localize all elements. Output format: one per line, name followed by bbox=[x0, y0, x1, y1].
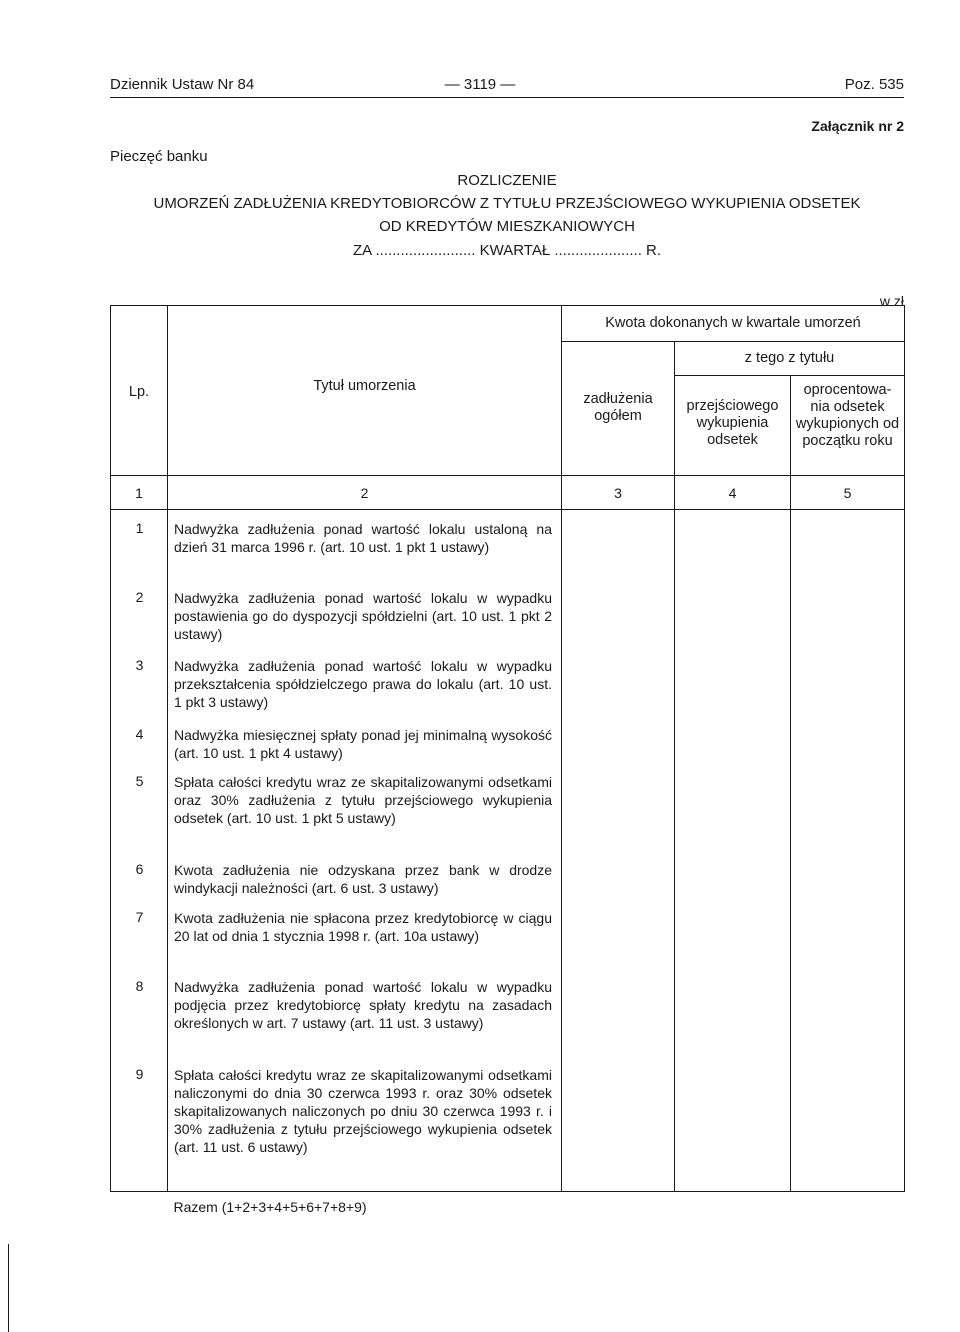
body-total-column bbox=[562, 510, 675, 1192]
header-amount-group-cell bbox=[562, 306, 905, 342]
header-interest-cell bbox=[791, 376, 905, 476]
title-line-3: OD KREDYTÓW MIESZKANIOWYCH bbox=[379, 218, 635, 235]
left-margin-mark bbox=[8, 1244, 9, 1332]
row-4-text: Nadwyżka miesięcznej spłaty ponad jej minimalną wysokość (art. 10 ust. 1 pkt 4 ustawy) bbox=[174, 727, 552, 761]
header-total: zadłużenia ogółem bbox=[583, 391, 653, 424]
row-2-text: Nadwyżka zadłużenia ponad wartość lokalu w wypadku postawienia go do dyspozycji spółdzielni (art. 10 ust. 1 pkt 2 ustawy) bbox=[174, 590, 552, 642]
total-row bbox=[168, 1192, 905, 1222]
header-title-cell bbox=[168, 306, 562, 476]
journal-name: Dziennik Ustaw Nr 84 bbox=[110, 76, 255, 93]
bank-stamp-label: Pieczęć banku bbox=[110, 148, 208, 165]
row-8-text: Nadwyżka zadłużenia ponad wartość lokalu w wypadku podjęcia przez kredytobiorcę spłaty kredytu na zasadach określonych w art. 7 ustawy (art. 11 ust. 3 ustawy) bbox=[174, 979, 552, 1031]
title-line-2: UMORZEŃ ZADŁUŻENIA KREDYTOBIORCÓW Z TYTUŁU PRZEJŚCIOWEGO WYKUPIENIA ODSETEK bbox=[153, 195, 861, 212]
position-number: Poz. 535 bbox=[844, 76, 904, 93]
total-lp-empty bbox=[111, 1192, 168, 1222]
body-transitional-column bbox=[675, 510, 791, 1192]
colnum-1: 1 bbox=[111, 476, 168, 510]
row-8-lp: 8 bbox=[135, 978, 144, 994]
row-6-lp: 6 bbox=[135, 861, 144, 877]
row-6-text: Kwota zadłużenia nie odzyskana przez bank w drodze windykacji należności (art. 6 ust. 3 ustawy) bbox=[174, 862, 552, 896]
row-7-lp: 7 bbox=[135, 909, 144, 925]
colnum-4: 4 bbox=[675, 476, 791, 510]
total-label: Razem (1+2+3+4+5+6+7+8+9) bbox=[173, 1198, 367, 1215]
body-lp-column bbox=[111, 510, 168, 1192]
settlement-table bbox=[110, 305, 905, 1222]
row-9-text: Spłata całości kredytu wraz ze skapitalizowanymi odsetkami naliczonymi do dnia 30 czerwca 1993 r. oraz 30% odsetek skapitalizowanych naliczonych po dniu 30 czerwca 1993 r. i 30% zadłużenia z tytułu przejściowego wykupienia odsetek (art. 11 ust. 6 ustawy) bbox=[174, 1067, 552, 1155]
body-interest-column bbox=[791, 510, 905, 1192]
body-title-column bbox=[168, 510, 562, 1192]
header-of-which-cell bbox=[675, 342, 905, 376]
page-number: — 3119 — bbox=[444, 76, 516, 93]
row-4-lp: 4 bbox=[135, 726, 144, 742]
row-2-lp: 2 bbox=[135, 589, 144, 605]
row-5-text: Spłata całości kredytu wraz ze skapitalizowanymi odsetkami oraz 30% zadłużenia z tytułu przejściowego wykupienia odsetek (art. 10 ust. 1 pkt 5 ustawy) bbox=[174, 774, 552, 826]
row-9-lp: 9 bbox=[135, 1066, 144, 1082]
colnum-5: 5 bbox=[791, 476, 905, 510]
row-7-text: Kwota zadłużenia nie spłacona przez kredytobiorcę w ciągu 20 lat od dnia 1 stycznia 1998 r. (art. 10a ustawy) bbox=[174, 910, 552, 944]
colnum-2: 2 bbox=[168, 476, 562, 510]
title-line-1: ROZLICZENIE bbox=[457, 172, 557, 189]
row-1-lp: 1 bbox=[135, 520, 144, 536]
row-3-lp: 3 bbox=[135, 657, 144, 673]
title-line-4: ZA ........................ KWARTAŁ ..................... R. bbox=[352, 242, 662, 259]
header-transitional-cell bbox=[675, 376, 791, 476]
row-1-text: Nadwyżka zadłużenia ponad wartość lokalu ustaloną na dzień 31 marca 1996 r. (art. 10 ust. 1 pkt 1 ustawy) bbox=[174, 521, 552, 555]
header-interest: oprocentowa-nia odsetek wykupionych od początku roku bbox=[795, 382, 900, 449]
header-amount-group: Kwota dokonanych w kwartale umorzeń bbox=[605, 315, 861, 331]
header-title: Tytuł umorzenia bbox=[313, 378, 416, 394]
annex-label: Załącznik nr 2 bbox=[811, 118, 904, 134]
row-5-lp: 5 bbox=[135, 773, 144, 789]
header-rule bbox=[110, 97, 904, 98]
header-of-which: z tego z tytułu bbox=[744, 350, 835, 366]
colnum-3: 3 bbox=[562, 476, 675, 510]
header-total-cell bbox=[562, 342, 675, 476]
header-lp: Lp. bbox=[128, 384, 150, 400]
row-3-text: Nadwyżka zadłużenia ponad wartość lokalu w wypadku przekształcenia spółdzielczego prawa do lokalu (art. 10 ust. 1 pkt 3 ustawy) bbox=[174, 658, 552, 710]
header-lp-cell bbox=[111, 306, 168, 476]
header-transitional: przejściowego wykupienia odsetek bbox=[686, 398, 779, 448]
unit-label: w zł bbox=[879, 293, 904, 309]
